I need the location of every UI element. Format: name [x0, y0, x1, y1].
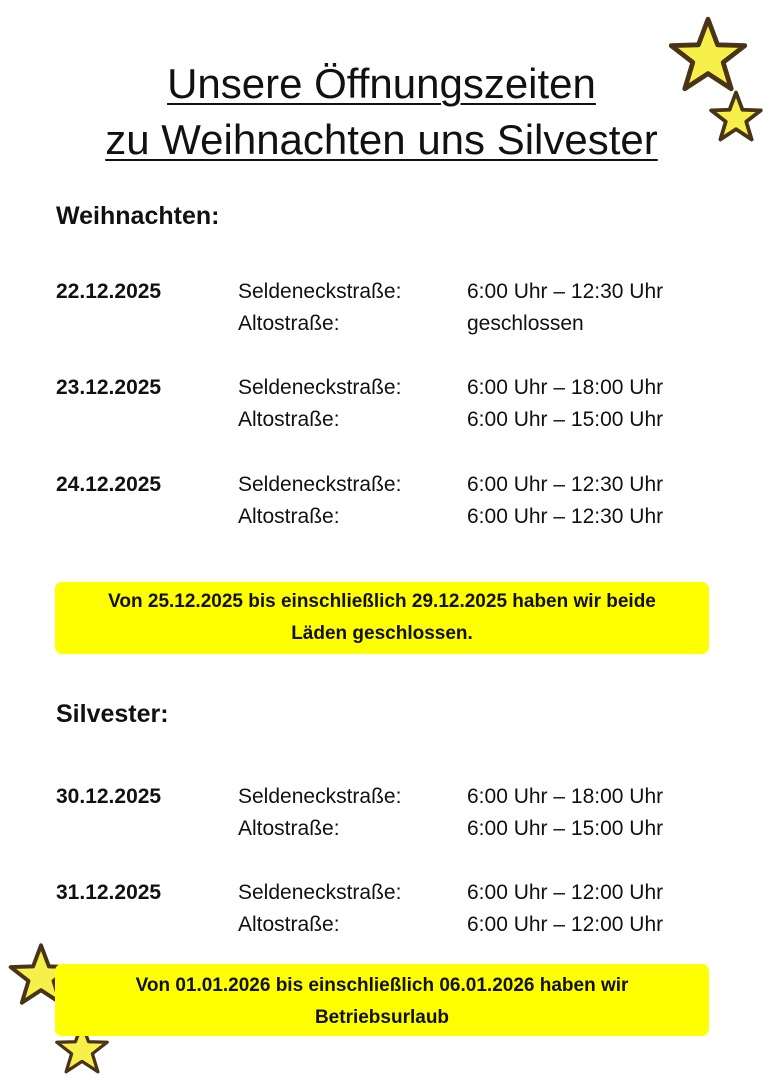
date-label: 22.12.2025 [56, 280, 162, 303]
opening-hours: 6:00 Uhr – 12:00 Uhr [467, 913, 664, 936]
vacation-notice-line-2: Betriebsurlaub [314, 1007, 450, 1028]
date-label: 24.12.2025 [56, 473, 162, 496]
location-label: Seldeneckstraße: [238, 280, 402, 303]
opening-hours: 6:00 Uhr – 15:00 Uhr [467, 817, 664, 840]
section-heading-weihnachten: Weihnachten: [56, 202, 220, 230]
opening-hours: 6:00 Uhr – 15:00 Uhr [467, 408, 664, 431]
page-title-line-2: zu Weihnachten uns Silvester [105, 116, 658, 163]
date-label: 30.12.2025 [56, 785, 162, 808]
location-label: Seldeneckstraße: [238, 881, 402, 904]
closure-notice-line-1: Von 25.12.2025 bis einschließlich 29.12.2025 haben wir beide [108, 591, 656, 612]
closure-notice-line-2: Läden geschlossen. [291, 623, 473, 644]
opening-hours: 6:00 Uhr – 12:30 Uhr [467, 280, 664, 303]
location-label: Altostraße: [238, 408, 340, 431]
opening-hours: 6:00 Uhr – 18:00 Uhr [467, 376, 664, 399]
location-label: Seldeneckstraße: [238, 376, 402, 399]
vacation-notice-line-1: Von 01.01.2026 bis einschließlich 06.01.2026 haben wir [135, 975, 629, 996]
date-label: 23.12.2025 [56, 376, 162, 399]
page-title-line-1: Unsere Öffnungszeiten [167, 60, 596, 107]
opening-hours: 6:00 Uhr – 12:30 Uhr [467, 505, 664, 528]
section-heading-silvester: Silvester: [56, 700, 169, 728]
opening-hours: 6:00 Uhr – 12:00 Uhr [467, 881, 664, 904]
location-label: Altostraße: [238, 913, 340, 936]
opening-hours: geschlossen [467, 312, 584, 335]
location-label: Seldeneckstraße: [238, 473, 402, 496]
location-label: Altostraße: [238, 505, 340, 528]
vacation-notice-banner [55, 964, 709, 1036]
opening-hours: 6:00 Uhr – 12:30 Uhr [467, 473, 664, 496]
closure-notice-banner [55, 582, 709, 654]
location-label: Altostraße: [238, 817, 340, 840]
location-label: Altostraße: [238, 312, 340, 335]
date-label: 31.12.2025 [56, 881, 162, 904]
location-label: Seldeneckstraße: [238, 785, 402, 808]
opening-hours: 6:00 Uhr – 18:00 Uhr [467, 785, 664, 808]
